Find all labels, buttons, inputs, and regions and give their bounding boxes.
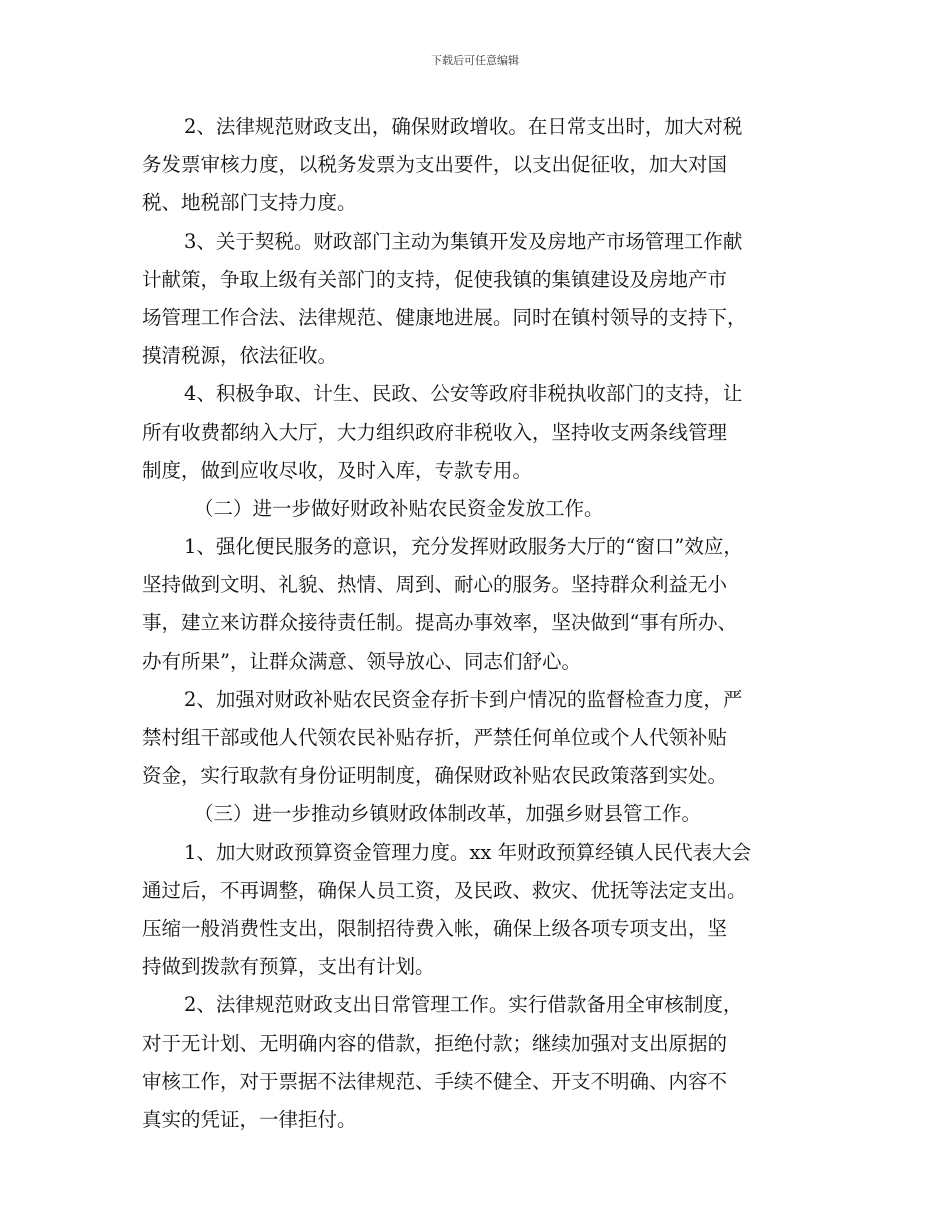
text-line: 对于无计划、无明确内容的借款，拒绝付款；继续加强对支出原据的 <box>142 1031 728 1055</box>
text-line: 审核工作，对于票据不法律规范、手续不健全、开支不明确、内容不 <box>142 1069 728 1093</box>
text-line: 4、积极争取、计生、民政、公安等政府非税执收部门的支持，让 <box>184 382 743 406</box>
text-line: 2、加强对财政补贴农民资金存折卡到户情况的监督检查力度，严 <box>184 687 743 711</box>
text-line: 资金，实行取款有身份证明制度，确保财政补贴农民政策落到实处。 <box>142 764 728 788</box>
text-line: 事，建立来访群众接待责任制。提高办事效率，坚决做到“事有所办、 <box>142 611 737 635</box>
text-line: （二）进一步做好财政补贴农民资金发放工作。 <box>194 496 604 520</box>
text-line: 坚持做到文明、礼貌、热情、周到、耐心的服务。坚持群众利益无小 <box>142 573 728 597</box>
text-line: 摸清税源，依法征收。 <box>142 344 338 368</box>
text-line: （三）进一步推动乡镇财政体制改革，加强乡财县管工作。 <box>194 802 702 826</box>
text-line: 压缩一般消费性支出，限制招待费入帐，确保上级各项专项支出，坚 <box>142 916 728 940</box>
text-line: 制度，做到应收尽收，及时入库，专款专用。 <box>142 458 533 482</box>
text-line: 场管理工作合法、法律规范、健康地进展。同时在镇村领导的支持下， <box>142 305 747 329</box>
text-line: 计献策，争取上级有关部门的支持，促使我镇的集镇建设及房地产市 <box>142 267 728 291</box>
text-line: 1、加大财政预算资金管理力度。xx 年财政预算经镇人民代表大会 <box>184 840 752 864</box>
text-line: 真实的凭证，一律拒付。 <box>142 1107 357 1131</box>
text-line: 所有收费都纳入大厅，大力组织政府非税收入，坚持收支两条线管理 <box>142 420 728 444</box>
text-line: 3、关于契税。财政部门主动为集镇开发及房地产市场管理工作献 <box>184 229 743 253</box>
document-body <box>142 108 814 1139</box>
page-header: 下载后可任意编辑 <box>431 54 519 67</box>
text-line: 2、法律规范财政支出，确保财政增收。在日常支出时，加大对税 <box>184 115 743 138</box>
text-line: 务发票审核力度，以税务发票为支出要件，以支出促征收，加大对国 <box>142 153 728 177</box>
text-line: 禁村组干部或他人代领农民补贴存折，严禁任何单位或个人代领补贴 <box>142 726 728 749</box>
text-line: 税、地税部门支持力度。 <box>142 191 357 215</box>
text-line: 持做到拨款有预算，支出有计划。 <box>142 955 435 979</box>
text-line: 1、强化便民服务的意识，充分发挥财政服务大厅的“窗口”效应， <box>184 535 743 559</box>
text-line: 通过后，不再调整，确保人员工资，及民政、救灾、优抚等法定支出。 <box>142 878 747 902</box>
text-line: 办有所果”，让群众满意、领导放心、同志们舒心。 <box>142 649 581 673</box>
text-line: 2、法律规范财政支出日常管理工作。实行借款备用全审核制度， <box>184 993 743 1017</box>
